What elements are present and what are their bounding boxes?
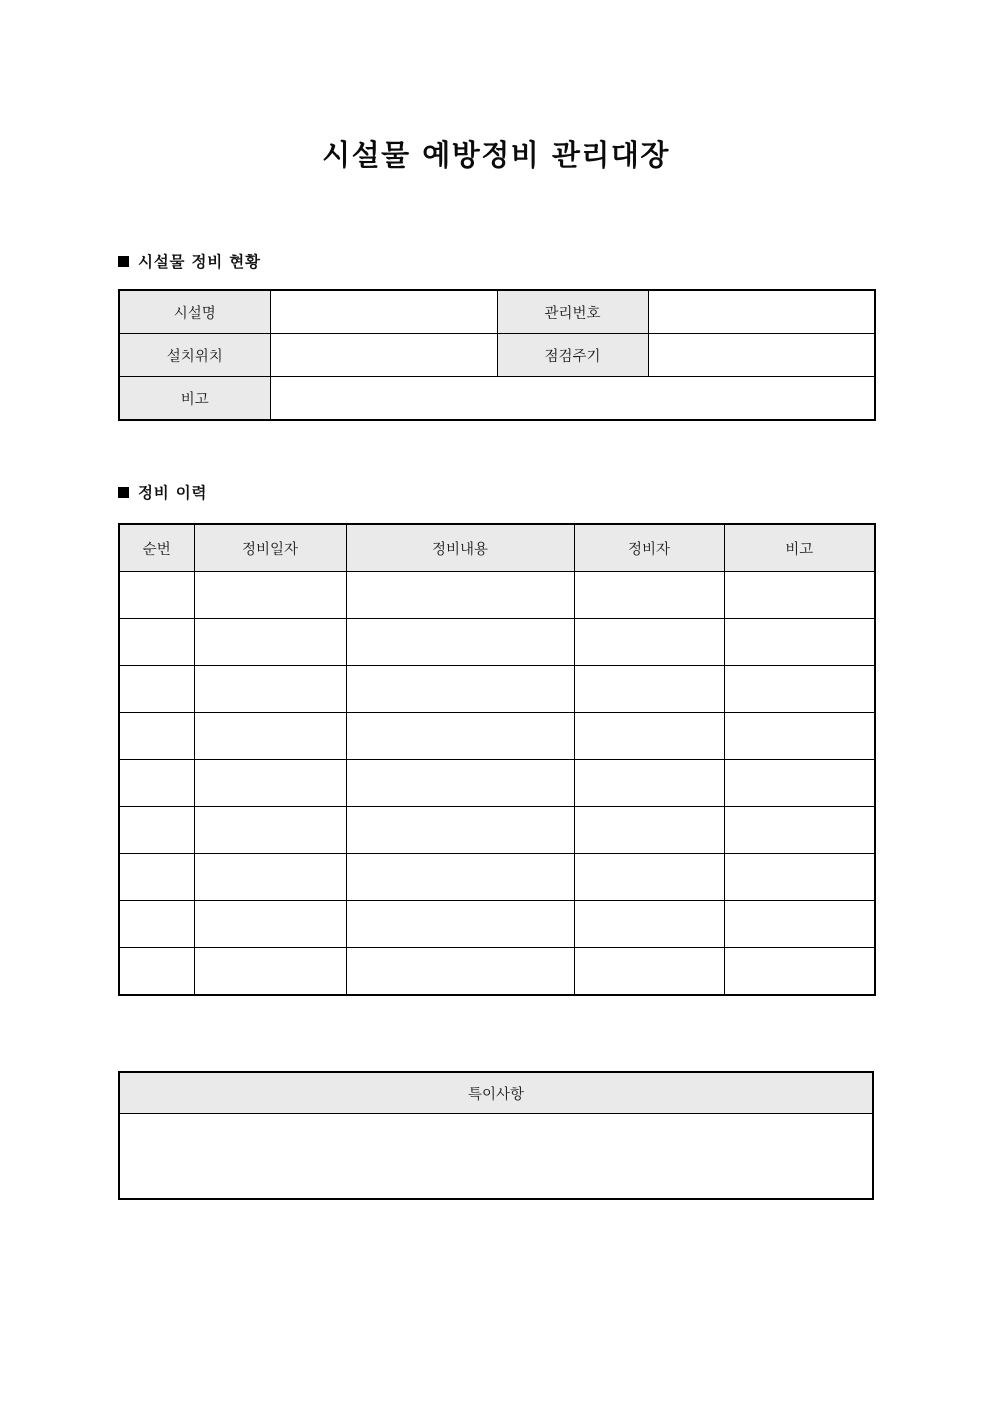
history-cell-technician[interactable] <box>574 948 724 996</box>
history-cell-technician[interactable] <box>574 760 724 807</box>
history-cell-maintenance-content[interactable] <box>346 760 574 807</box>
history-cell-maintenance-content[interactable] <box>346 854 574 901</box>
table-header-row <box>119 524 875 572</box>
history-cell-maintenance-content[interactable] <box>346 901 574 948</box>
history-cell-maintenance-date[interactable] <box>194 760 346 807</box>
inspection-cycle-value[interactable] <box>648 334 875 377</box>
section-heading-maintenance-history-label: 정비 이력 <box>138 484 208 502</box>
history-cell-maintenance-date[interactable] <box>194 666 346 713</box>
table-row <box>119 901 875 948</box>
special-notes-table <box>118 1071 874 1200</box>
history-cell-sequence[interactable] <box>119 948 194 996</box>
table-row <box>119 713 875 760</box>
section-heading-facility-status-label: 시설물 정비 현황 <box>138 253 261 271</box>
history-cell-sequence[interactable] <box>119 901 194 948</box>
history-cell-remark[interactable] <box>724 760 875 807</box>
table-row <box>119 666 875 713</box>
history-cell-maintenance-content[interactable] <box>346 572 574 619</box>
table-row <box>119 760 875 807</box>
table-row <box>119 334 875 377</box>
history-cell-sequence[interactable] <box>119 854 194 901</box>
column-header-maintenance-date: 정비일자 <box>194 524 346 572</box>
history-cell-maintenance-content[interactable] <box>346 807 574 854</box>
special-notes-value[interactable] <box>119 1114 873 1200</box>
square-bullet-icon <box>118 256 129 267</box>
table-header-row-group <box>119 524 875 572</box>
history-cell-maintenance-date[interactable] <box>194 948 346 996</box>
facility-name-label: 시설명 <box>119 290 270 334</box>
history-cell-remark[interactable] <box>724 572 875 619</box>
table-header-row <box>119 1072 873 1114</box>
maintenance-history-table <box>118 523 876 996</box>
facility-remark-label: 비고 <box>119 377 270 421</box>
facility-name-value[interactable] <box>270 290 497 334</box>
history-cell-remark[interactable] <box>724 619 875 666</box>
special-notes-header: 특이사항 <box>119 1072 873 1114</box>
history-cell-maintenance-date[interactable] <box>194 713 346 760</box>
column-header-maintenance-content: 정비내용 <box>346 524 574 572</box>
history-cell-sequence[interactable] <box>119 619 194 666</box>
install-location-label: 설치위치 <box>119 334 270 377</box>
history-cell-remark[interactable] <box>724 901 875 948</box>
history-cell-maintenance-content[interactable] <box>346 948 574 996</box>
table-body <box>119 572 875 996</box>
column-header-technician: 정비자 <box>574 524 724 572</box>
section-heading-facility-status <box>118 250 261 272</box>
table-row <box>119 290 875 334</box>
table-row <box>119 807 875 854</box>
history-cell-remark[interactable] <box>724 666 875 713</box>
facility-status-table <box>118 289 876 421</box>
history-cell-sequence[interactable] <box>119 572 194 619</box>
history-cell-technician[interactable] <box>574 854 724 901</box>
history-cell-sequence[interactable] <box>119 713 194 760</box>
management-number-label: 관리번호 <box>497 290 648 334</box>
history-cell-sequence[interactable] <box>119 666 194 713</box>
history-cell-technician[interactable] <box>574 666 724 713</box>
table-row <box>119 948 875 996</box>
history-cell-technician[interactable] <box>574 713 724 760</box>
history-cell-maintenance-date[interactable] <box>194 901 346 948</box>
history-cell-remark[interactable] <box>724 713 875 760</box>
table-row <box>119 1114 873 1200</box>
history-cell-technician[interactable] <box>574 807 724 854</box>
history-cell-maintenance-date[interactable] <box>194 854 346 901</box>
history-cell-maintenance-content[interactable] <box>346 713 574 760</box>
page-title: 시설물 예방정비 관리대장 <box>322 138 670 172</box>
column-header-sequence: 순번 <box>119 524 194 572</box>
table-row <box>119 619 875 666</box>
history-cell-technician[interactable] <box>574 901 724 948</box>
facility-remark-value[interactable] <box>270 377 875 421</box>
history-cell-remark[interactable] <box>724 948 875 996</box>
install-location-value[interactable] <box>270 334 497 377</box>
history-cell-remark[interactable] <box>724 854 875 901</box>
history-cell-maintenance-content[interactable] <box>346 666 574 713</box>
history-cell-sequence[interactable] <box>119 807 194 854</box>
table-row <box>119 854 875 901</box>
history-cell-remark[interactable] <box>724 807 875 854</box>
history-cell-maintenance-content[interactable] <box>346 619 574 666</box>
history-cell-maintenance-date[interactable] <box>194 619 346 666</box>
table-row <box>119 377 875 421</box>
inspection-cycle-label: 점검주기 <box>497 334 648 377</box>
table-row <box>119 572 875 619</box>
history-cell-maintenance-date[interactable] <box>194 807 346 854</box>
history-cell-maintenance-date[interactable] <box>194 572 346 619</box>
history-cell-technician[interactable] <box>574 619 724 666</box>
management-number-value[interactable] <box>648 290 875 334</box>
column-header-remark: 비고 <box>724 524 875 572</box>
section-heading-maintenance-history <box>118 481 207 503</box>
history-cell-technician[interactable] <box>574 572 724 619</box>
square-bullet-icon <box>118 487 129 498</box>
history-cell-sequence[interactable] <box>119 760 194 807</box>
